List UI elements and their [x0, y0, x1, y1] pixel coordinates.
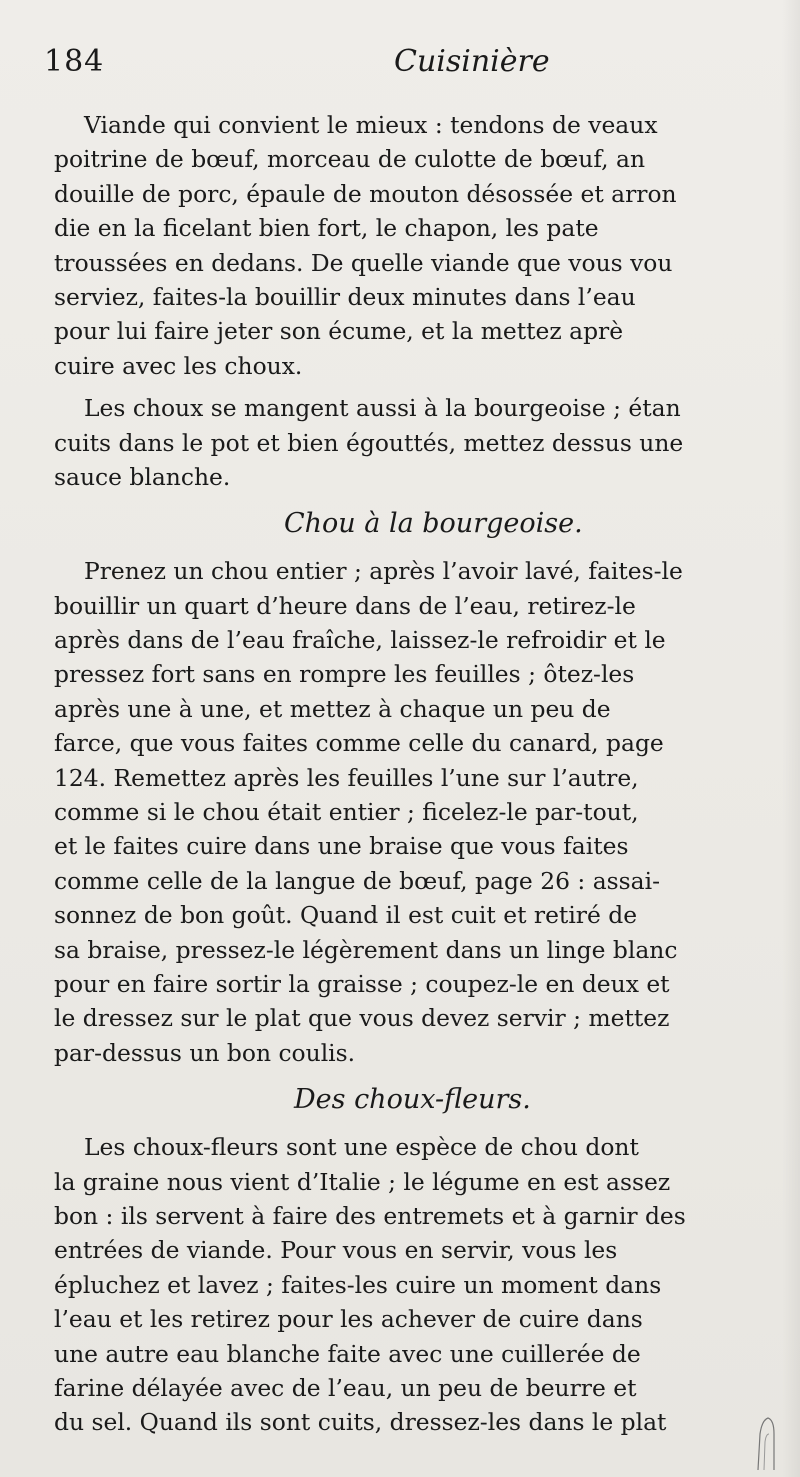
text-line: 124. Remettez après les feuilles l’une sur l’autre,	[54, 763, 639, 792]
text-line: cuits dans le pot et bien égouttés, mettez dessus une	[54, 428, 684, 457]
text-line: douille de porc, épaule de mouton désossée et arron	[54, 179, 677, 208]
text-line: Les choux-fleurs sont une espèce de chou dont	[84, 1133, 639, 1162]
page-header	[44, 44, 756, 84]
paragraph-gap	[54, 383, 764, 391]
paragraph-chou-bourgeoise	[54, 554, 764, 1070]
text-line: comme si le chou était entier ; ficelez-le par-tout,	[54, 798, 639, 827]
section-heading-chou-bourgeoise: Chou à la bourgeoise.	[284, 508, 583, 540]
page-edge-shadow	[782, 0, 800, 1477]
text-line: farce, que vous faites comme celle du canard, page	[54, 729, 664, 758]
text-line: épluchez et lavez ; faites-les cuire un moment dans	[54, 1270, 662, 1299]
text-line: par-dessus un bon coulis.	[54, 1038, 356, 1067]
text-line: la graine nous vient d’Italie ; le légume en est assez	[54, 1167, 671, 1196]
text-line: pour lui faire jeter son écume, et la mettez aprè	[54, 317, 624, 346]
text-line: sa braise, pressez-le légèrement dans un linge blanc	[54, 935, 678, 964]
text-line: sauce blanche.	[54, 462, 231, 491]
paragraph-meat	[54, 108, 764, 383]
text-line: Les choux se mangent aussi à la bourgeoise ; étan	[84, 394, 681, 423]
text-line: cuire avec les choux.	[54, 351, 303, 380]
text-line: une autre eau blanche faite avec une cuillerée de	[54, 1339, 641, 1368]
paragraph-bourgeoise-note	[54, 391, 764, 494]
page-number: 184	[44, 44, 105, 79]
text-line: bouillir un quart d’heure dans de l’eau, retirez-le	[54, 591, 636, 620]
text-line: sonnez de bon goût. Quand il est cuit et retiré de	[54, 901, 638, 930]
paragraph-choux-fleurs	[54, 1130, 764, 1440]
text-line: le dressez sur le plat que vous devez servir ; mettez	[54, 1004, 670, 1033]
text-line: Prenez un chou entier ; après l’avoir lavé, faites-le	[84, 557, 683, 586]
text-line: l’eau et les retirez pour les achever de cuire dans	[54, 1305, 643, 1334]
body-text	[54, 108, 764, 1440]
text-line: après dans de l’eau fraîche, laissez-le refroidir et le	[54, 626, 666, 655]
corner-mark-icon	[752, 1412, 780, 1472]
text-line: comme celle de la langue de bœuf, page 26 : assai-	[54, 866, 660, 895]
text-line: entrées de viande. Pour vous en servir, vous les	[54, 1236, 618, 1265]
text-line: bon : ils servent à faire des entremets et à garnir des	[54, 1201, 686, 1230]
text-line: Viande qui convient le mieux : tendons de veaux	[84, 111, 658, 139]
text-line: après une à une, et mettez à chaque un peu de	[54, 694, 611, 723]
text-line: du sel. Quand ils sont cuits, dressez-les dans le plat	[54, 1408, 667, 1437]
section-heading-choux-fleurs: Des choux-fleurs.	[294, 1084, 531, 1116]
text-line: farine délayée avec de l’eau, un peu de beurre et	[54, 1373, 637, 1402]
text-line: et le faites cuire dans une braise que vous faites	[54, 832, 629, 861]
text-line: troussées en dedans. De quelle viande que vous vou	[54, 248, 673, 277]
text-line: pour en faire sortir la graisse ; coupez-le en deux et	[54, 969, 670, 998]
text-line: die en la ficelant bien fort, le chapon, les pate	[54, 214, 599, 243]
running-head: Cuisinière	[394, 44, 550, 79]
text-line: poitrine de bœuf, morceau de culotte de bœuf, an	[54, 145, 646, 174]
text-line: serviez, faites-la bouillir deux minutes dans l’eau	[54, 282, 636, 311]
text-line: pressez fort sans en rompre les feuilles ; ôtez-les	[54, 660, 635, 689]
